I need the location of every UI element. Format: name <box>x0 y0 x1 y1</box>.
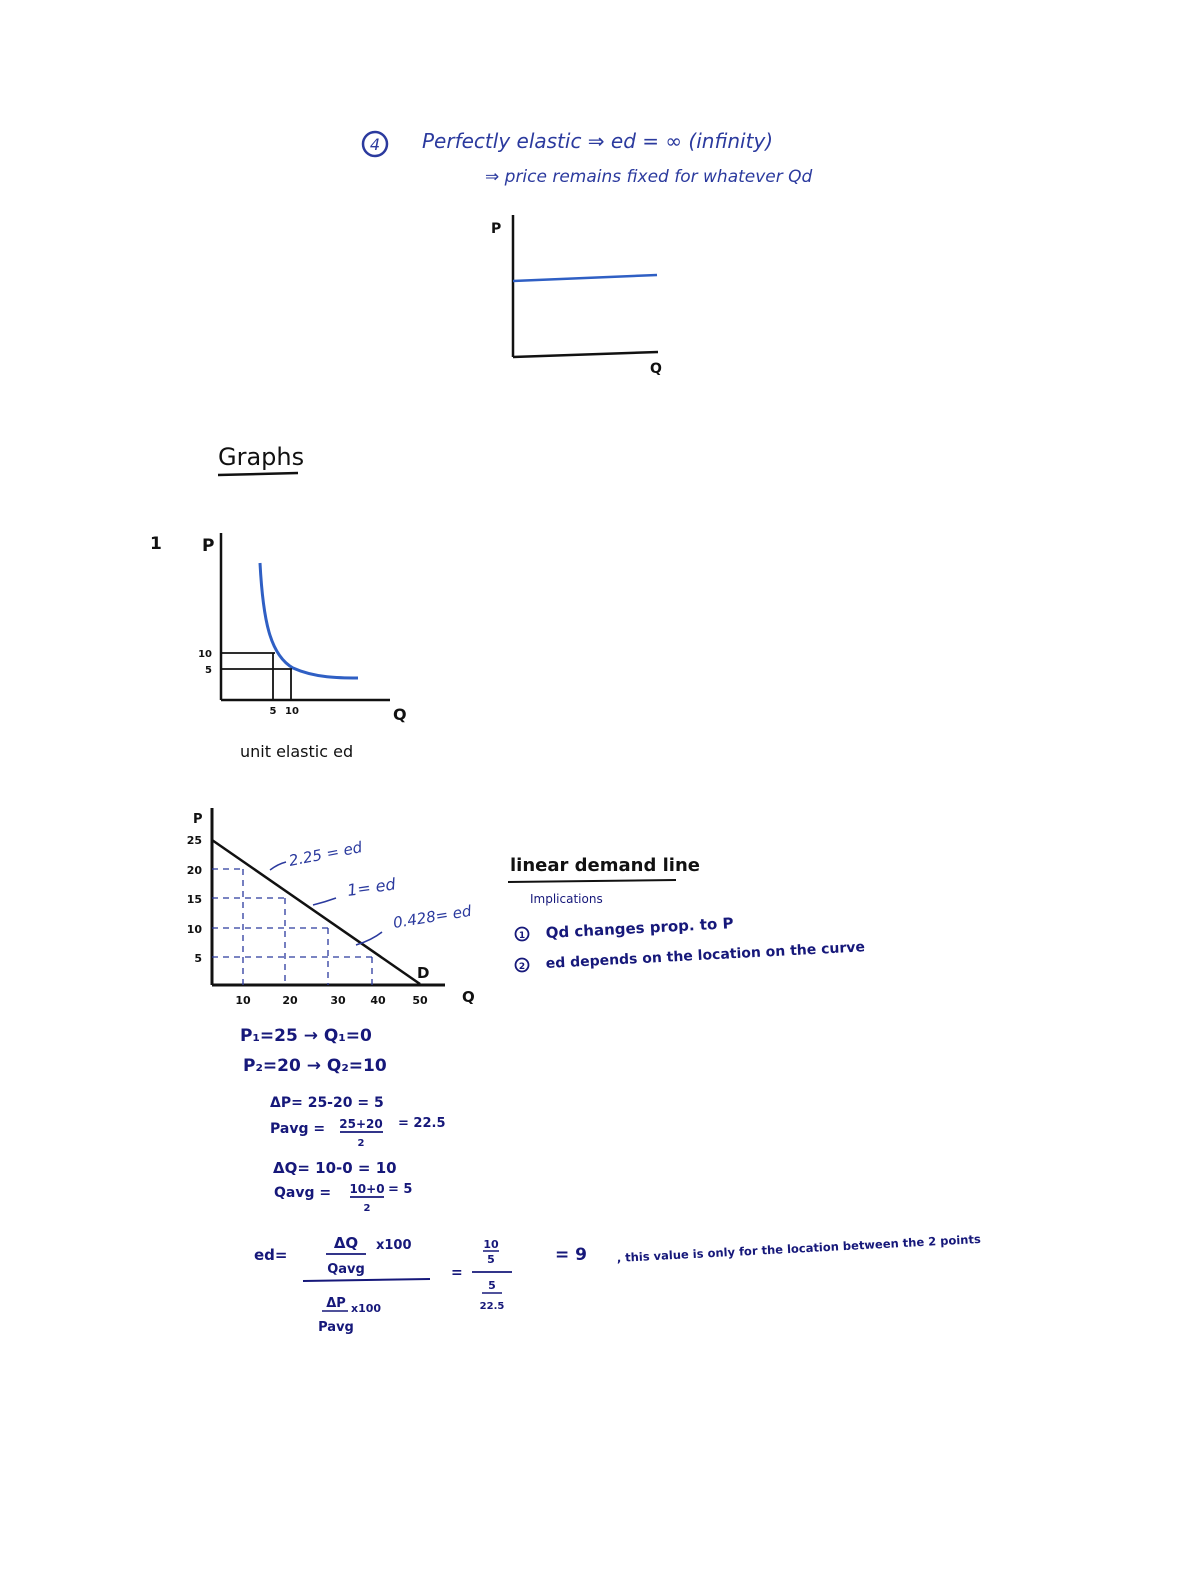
item-1-number: 1 <box>518 931 526 941</box>
qavg-label: Qavg = <box>274 1185 332 1201</box>
x-axis <box>513 352 658 357</box>
item-2-number: 2 <box>518 962 526 972</box>
graph-1-y-tick-5: 5 <box>205 665 212 676</box>
fraction-bottom-denominator: 22.5 <box>479 1301 505 1312</box>
implications-heading: Implications <box>530 892 603 906</box>
fraction-bottom-numerator: 5 <box>488 1279 496 1292</box>
perfectly-elastic-line: Perfectly elastic ⇒ ed = ∞ (infinity) <box>422 129 774 153</box>
graph-2-x-tick-10: 10 <box>235 994 251 1007</box>
x-axis-label: Q <box>650 361 662 377</box>
delta-q: ΔQ= 10-0 = 10 <box>273 1159 397 1177</box>
graphs-heading: Graphs <box>218 443 305 471</box>
delta-p: ΔP= 25-20 = 5 <box>270 1095 384 1111</box>
pavg-denominator: 2 <box>357 1138 365 1149</box>
graph-1-caption: unit elastic ed <box>240 742 354 761</box>
demand-curve-label: D <box>417 964 430 982</box>
pavg-label: Pavg = <box>270 1121 326 1137</box>
ed-main-fraction-bar <box>303 1279 430 1281</box>
ed-top-numerator: ΔQ <box>333 1234 359 1252</box>
ed-bottom-denominator: Pavg <box>318 1320 354 1335</box>
y-axis-label: P <box>491 221 502 237</box>
calculation-block <box>240 1026 981 1335</box>
section-4-number: 4 <box>369 135 381 154</box>
ed-bottom-numerator: ΔP <box>326 1296 346 1311</box>
qavg-result: = 5 <box>388 1182 413 1197</box>
implication-1: Qd changes prop. to P <box>545 914 734 942</box>
linear-demand-underline <box>508 880 676 882</box>
elasticity-2-25: 2.25 = ed <box>287 838 364 870</box>
qavg-denominator: 2 <box>363 1203 371 1214</box>
elasticity-0-428: 0.428= ed <box>391 901 473 932</box>
arrow-0-428 <box>356 932 382 945</box>
graph-2-x-tick-20: 20 <box>282 994 298 1007</box>
qavg-numerator: 10+0 <box>349 1182 385 1196</box>
graphs-underline <box>218 473 298 475</box>
point-2: P₂=20 → Q₂=10 <box>243 1056 387 1076</box>
fraction-top-denominator: 5 <box>487 1253 495 1266</box>
graph-1-y-label: P <box>202 536 215 556</box>
graph-1-x-tick-5: 5 <box>269 706 277 717</box>
ed-result-note: , this value is only for the location between the 2 points <box>616 1231 982 1265</box>
graph-2-x-tick-40: 40 <box>370 994 386 1007</box>
graph-1 <box>150 533 407 761</box>
graphs-heading-group <box>218 443 304 475</box>
graph-1-x-tick-10: 10 <box>285 706 299 717</box>
perfectly-elastic-chart <box>491 215 662 377</box>
graph-1-x-label: Q <box>393 705 407 724</box>
graph-2-y-tick-10: 10 <box>186 923 202 936</box>
graph-2-y-label: P <box>193 812 203 827</box>
ed-label: ed= <box>254 1246 288 1264</box>
graph-2 <box>187 808 475 1007</box>
graph-2-x-tick-50: 50 <box>412 994 428 1007</box>
graph-2-y-tick-20: 20 <box>186 864 202 877</box>
graph-1-hyperbola-curve <box>260 563 358 678</box>
fraction-top-numerator: 10 <box>483 1238 499 1251</box>
graph-1-y-tick-10: 10 <box>198 649 212 660</box>
elasticity-1: 1= ed <box>345 874 397 900</box>
arrow-1 <box>313 898 336 905</box>
graph-1-number: 1 <box>150 534 162 554</box>
linear-demand-notes <box>508 855 865 972</box>
graph-2-x-tick-30: 30 <box>330 994 346 1007</box>
ed-bottom-x100: x100 <box>351 1302 382 1315</box>
point-1: P₁=25 → Q₁=0 <box>240 1026 372 1046</box>
linear-demand-heading: linear demand line <box>510 855 700 876</box>
section-4 <box>363 129 813 377</box>
horizontal-demand-line <box>513 275 657 281</box>
ed-equals-sign: = <box>451 1265 463 1281</box>
arrow-2-25 <box>270 862 286 870</box>
ed-top-denominator: Qavg <box>327 1262 365 1277</box>
pavg-result: = 22.5 <box>398 1116 446 1131</box>
graph-2-y-tick-15: 15 <box>186 893 202 906</box>
ed-top-x100: x100 <box>376 1238 412 1253</box>
ed-result: = 9 <box>555 1245 587 1265</box>
pavg-numerator: 25+20 <box>339 1117 383 1131</box>
graph-2-y-tick-5: 5 <box>194 952 202 965</box>
graph-2-x-label: Q <box>462 988 475 1006</box>
implication-2: ed depends on the location on the curve <box>545 939 866 972</box>
graph-2-y-tick-25: 25 <box>186 834 202 847</box>
price-fixed-line: ⇒ price remains fixed for whatever Qd <box>485 167 813 187</box>
